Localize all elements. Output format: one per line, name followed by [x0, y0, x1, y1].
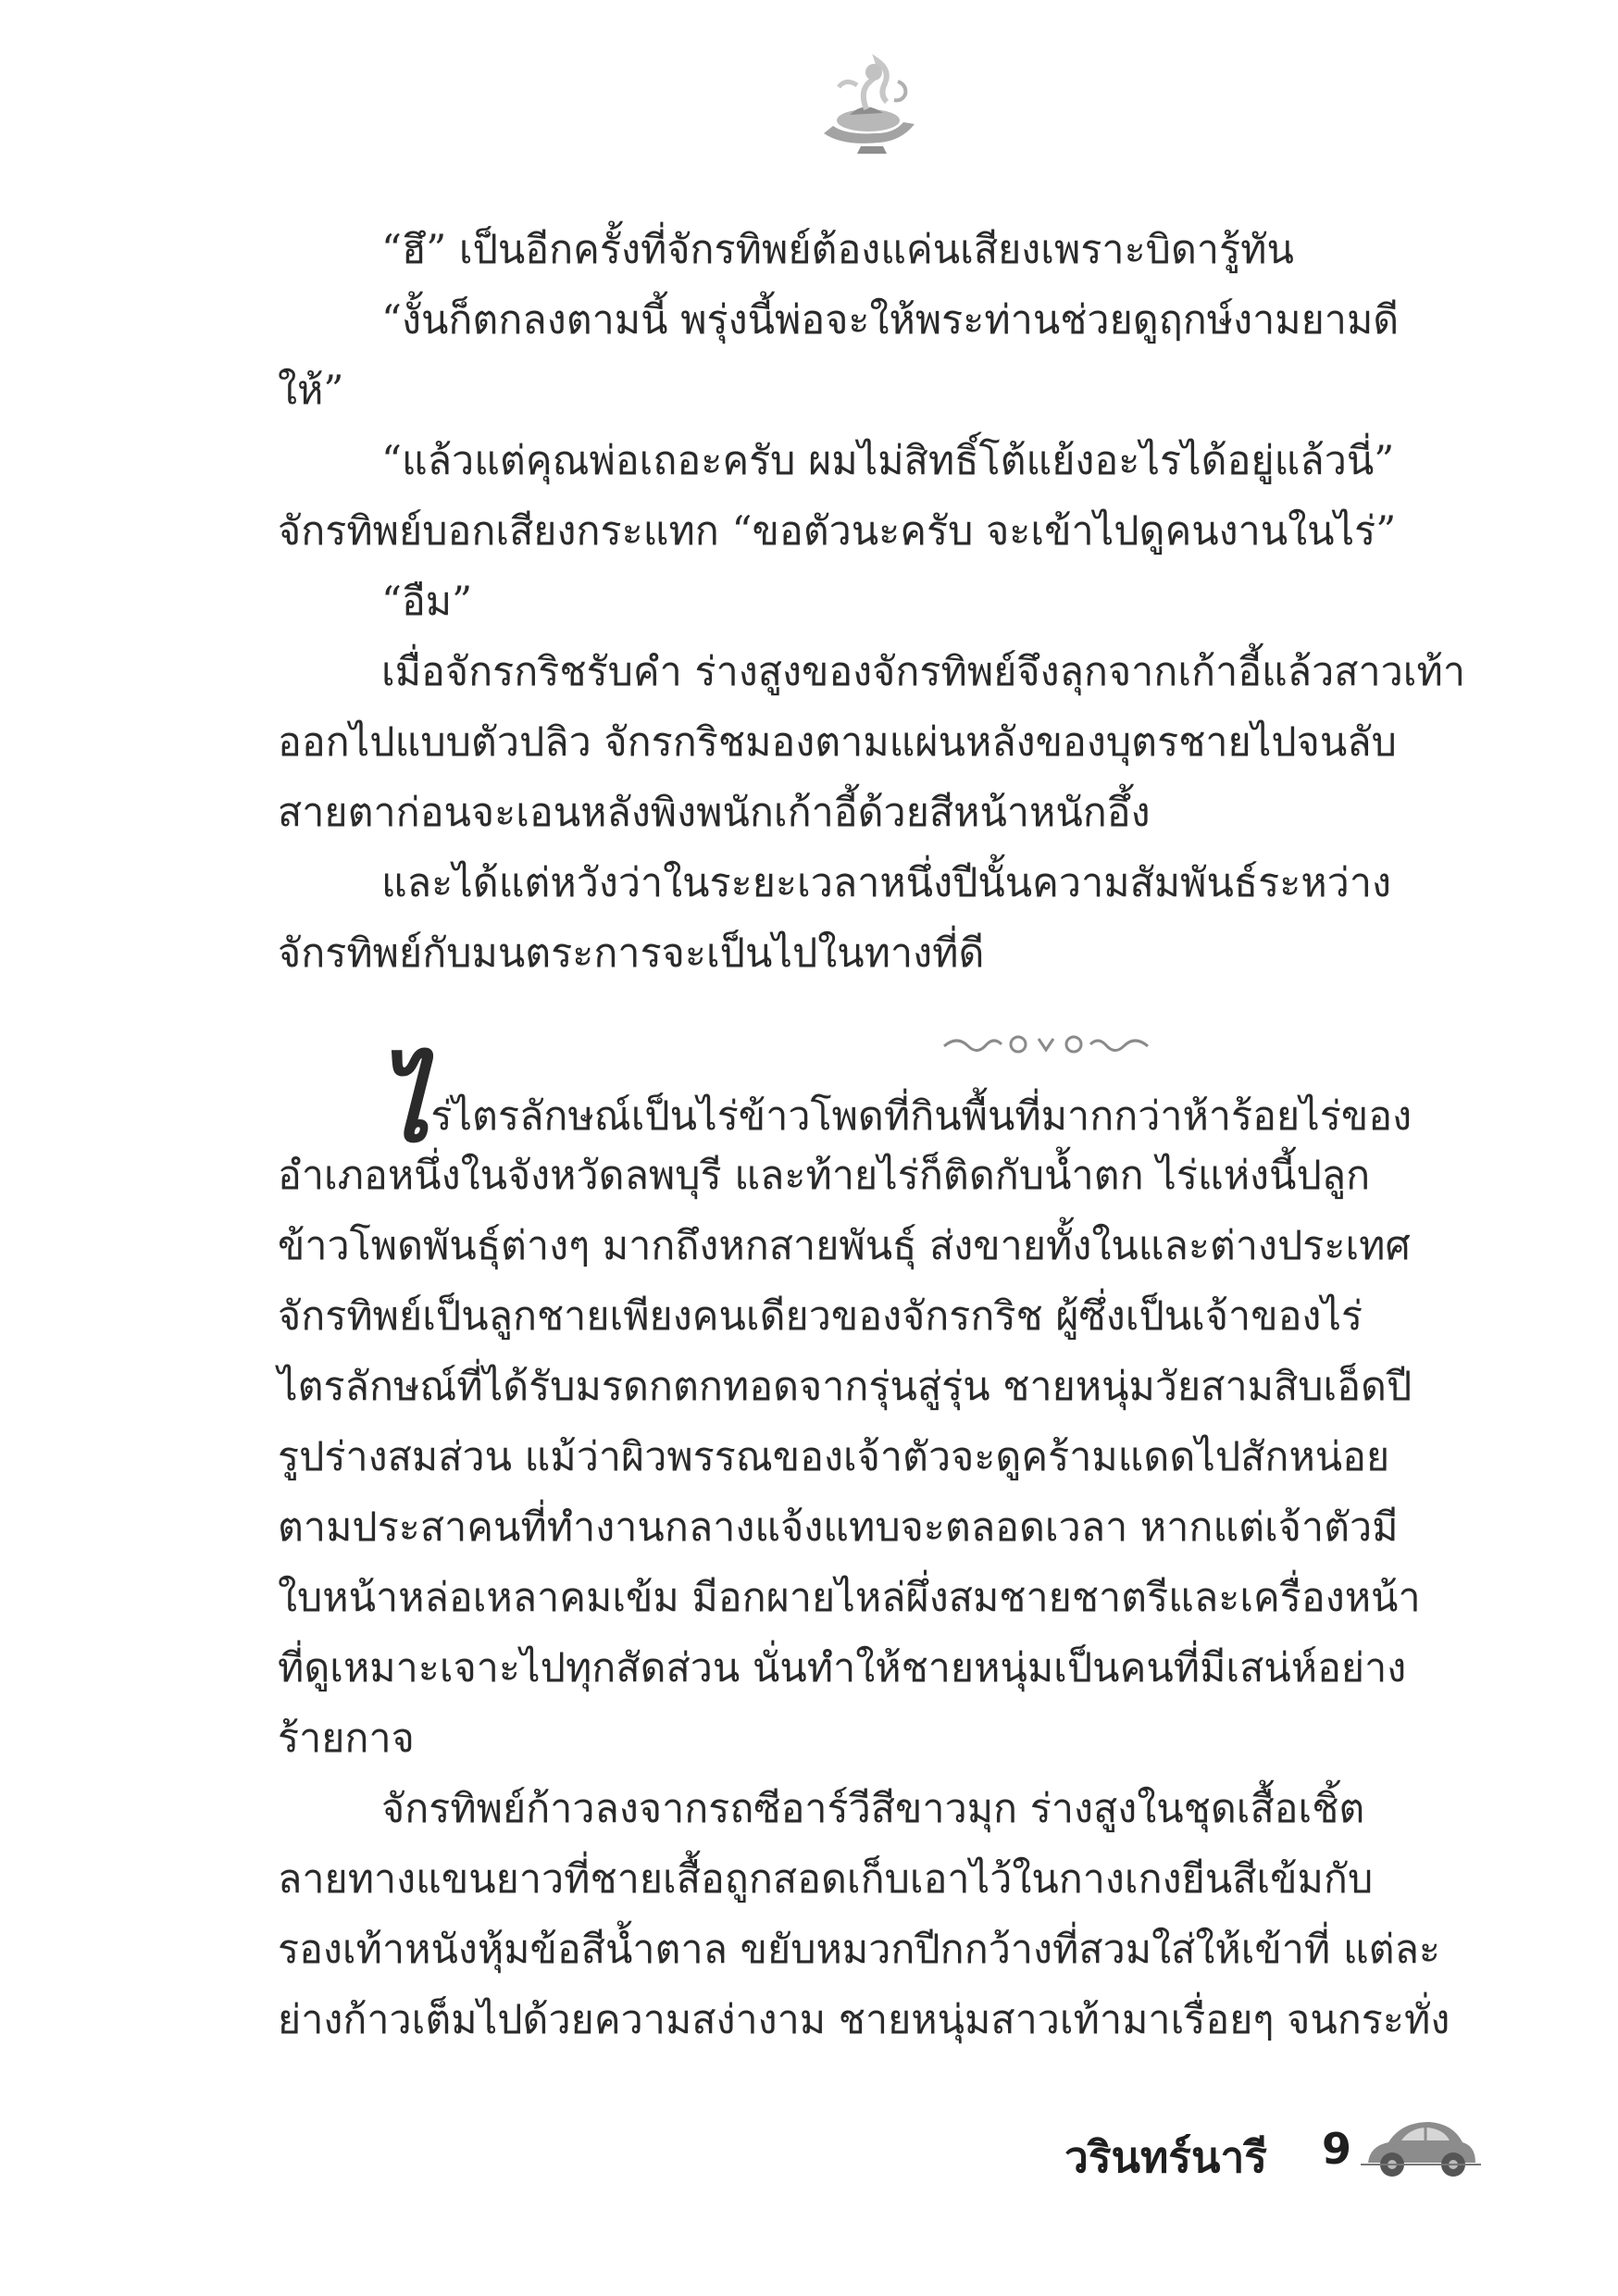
text-line: “อืม” [381, 579, 473, 625]
text-line: จักรทิพย์กับมนตระการจะเป็นไปในทางที่ดี [278, 930, 985, 977]
text-line: จักรทิพย์เป็นลูกชายเพียงคนเดียวของจักรกริช ผู้ซึ่งเป็นเจ้าของไร่ [278, 1293, 1363, 1340]
vintage-car-icon [1361, 2109, 1481, 2183]
text-line: ใบหน้าหล่อเหลาคมเข้ม มีอกผายไหล่ผึ่งสมชายชาตรีและเครื่องหน้า [278, 1575, 1421, 1621]
page-number: 9 [1322, 2124, 1352, 2174]
ornamental-divider-icon [935, 1026, 1157, 1063]
text-line: ให้” [278, 368, 344, 414]
text-line: รองเท้าหนังหุ้มข้อสีน้ำตาล ขยับหมวกปีกกว้างที่สวมใส่ให้เข้าที่ แต่ละ [278, 1927, 1441, 1973]
page-footer [1064, 2109, 1490, 2192]
text-line: ที่ดูเหมาะเจาะไปทุกสัดส่วน นั่นทำให้ชายหนุ่มเป็นคนที่มีเสน่ห์อย่าง [278, 1645, 1407, 1691]
text-line: ข้าวโพดพันธุ์ต่างๆ มากถึงหกสายพันธุ์ ส่งขายทั้งในและต่างประเทศ [278, 1223, 1411, 1269]
text-line: ออกไปแบบตัวปลิว จักรกริชมองตามแผ่นหลังของบุตรชายไปจนลับ [278, 719, 1397, 766]
text-line: ย่างก้าวเต็มไปด้วยความสง่างาม ชายหนุ่มสาวเท้ามาเรื่อยๆ จนกระทั่ง [278, 1997, 1450, 2043]
book-title: วรินทร์นารี [1064, 2132, 1267, 2182]
text-line: “ฮึ” เป็นอีกครั้งที่จักรทิพย์ต้องแค่นเสียงเพราะบิดารู้ทัน [381, 227, 1294, 273]
text-line: ตามประสาคนที่ทำงานกลางแจ้งแทบจะตลอดเวลา หากแต่เจ้าตัวมี [278, 1504, 1399, 1551]
text-line: “แล้วแต่คุณพ่อเถอะครับ ผมไม่สิทธิ์โต้แย้งอะไรได้อยู่แล้วนี่” [381, 438, 1395, 484]
genie-lamp-logo-icon [805, 54, 926, 156]
drop-cap: ไ [378, 1045, 429, 1165]
text-line: ร้ายกาจ [278, 1716, 415, 1762]
text-line: ไตรลักษณ์ที่ได้รับมรดกตกทอดจากรุ่นสู่รุ่น ชายหนุ่มวัยสามสิบเอ็ดปี [278, 1364, 1413, 1410]
text-line: ลายทางแขนยาวที่ชายเสื้อถูกสอดเก็บเอาไว้ในกางเกงยีนสีเข้มกับ [278, 1856, 1374, 1903]
text-line: เมื่อจักรกริชรับคำ ร่างสูงของจักรทิพย์จึงลุกจากเก้าอี้แล้วสาวเท้า [381, 649, 1465, 695]
text-line: สายตาก่อนจะเอนหลังพิงพนักเก้าอี้ด้วยสีหน้าหนักอึ้ง [278, 790, 1151, 836]
body-text-block-b [278, 1045, 1462, 2055]
text-line: จักรทิพย์บอกเสียงกระแทก “ขอตัวนะครับ จะเข้าไปดูคนงานในไร่” [278, 508, 1397, 555]
text-line [278, 1045, 1462, 1165]
text-line: จักรทิพย์ก้าวลงจากรถซีอาร์วีสีขาวมุก ร่างสูงในชุดเสื้อเชิ้ต [381, 1786, 1365, 1832]
body-text-block-a [278, 215, 1465, 989]
text-line: และได้แต่หวังว่าในระยะเวลาหนึ่งปีนั้นความสัมพันธ์ระหว่าง [381, 860, 1391, 906]
text-line: รูปร่างสมส่วน แม้ว่าผิวพรรณของเจ้าตัวจะดูคร้ามแดดไปสักหน่อย [278, 1434, 1390, 1480]
text-line: “งั้นก็ตกลงตามนี้ พรุ่งนี้พ่อจะให้พระท่านช่วยดูฤกษ์งามยามดี [381, 297, 1400, 343]
text-line: อำเภอหนึ่งในจังหวัดลพบุรี และท้ายไร่ก็ติดกับน้ำตก ไร่แห่งนี้ปลูก [278, 1153, 1371, 1199]
text-line-rest: ร่ไตรลักษณ์เป็นไร่ข้าวโพดที่กินพื้นที่มากกว่าห้าร้อยไร่ของ [430, 1093, 1413, 1140]
